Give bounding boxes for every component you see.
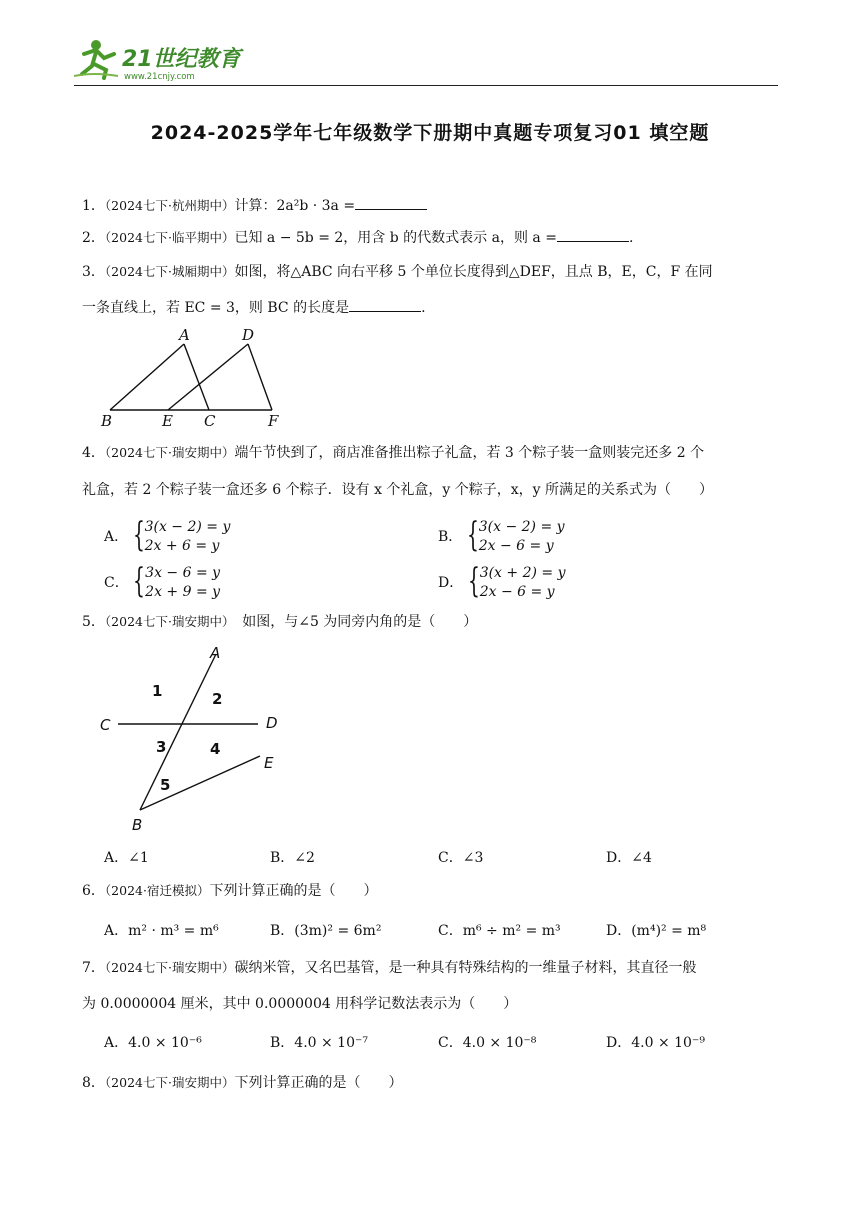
equation-system: { 3x − 6 = y 2x + 9 = y <box>133 561 221 601</box>
question-source: （2024七下·瑞安期中） <box>104 1075 235 1090</box>
question-8 <box>82 1073 402 1093</box>
option-a[interactable]: A．4.0 × 10⁻⁶ <box>104 1035 202 1051</box>
point-label-a: A <box>210 644 221 662</box>
question-source: （2024七下·城厢期中） <box>104 264 235 279</box>
question-5 <box>82 612 477 632</box>
equation: 3(x + 2) = y <box>479 565 566 581</box>
option-c[interactable]: C．∠3 <box>438 850 484 866</box>
question-source: （2024·宿迁模拟） <box>104 883 210 898</box>
question-end: . <box>421 300 426 316</box>
question-source: （2024七下·杭州期中） <box>104 198 235 213</box>
option-b[interactable]: B．∠2 <box>270 850 315 866</box>
question-number: 2． <box>82 230 105 246</box>
point-label-f: F <box>268 412 279 430</box>
point-label-a: A <box>179 326 190 344</box>
question-6 <box>82 881 377 901</box>
page-title: 2024-2025学年七年级数学下册期中真题专项复习01 填空题 <box>150 122 710 144</box>
equation: 2x − 6 = y <box>478 538 554 554</box>
option-b[interactable]: B．4.0 × 10⁻⁷ <box>270 1035 368 1051</box>
question-text: 计算：2a²b · 3a = <box>234 198 356 214</box>
question-7 <box>82 958 696 978</box>
figure-angles <box>96 640 296 836</box>
answer-blank[interactable] <box>349 298 421 312</box>
option-c[interactable] <box>104 561 221 602</box>
question-source: （2024七下·瑞安期中） <box>104 614 229 629</box>
option-a[interactable]: A．m² · m³ = m⁶ <box>104 923 219 939</box>
question-text: 端午节快到了，商店准备推出粽子礼盒，若 3 个粽子装一盒则装完还多 2 个 <box>234 445 705 461</box>
question-number: 8． <box>82 1075 105 1091</box>
question-7-line-2 <box>82 994 517 1014</box>
logo-text: 21世纪教育 <box>122 47 241 72</box>
question-2 <box>82 228 633 248</box>
question-text: 已知 a − 5b = 2，用含 b 的代数式表示 a，则 a = <box>234 230 557 246</box>
angle-label-2: 2 <box>212 690 223 708</box>
question-number: 5． <box>82 614 105 630</box>
question-text: 下列计算正确的是（ ） <box>234 1075 403 1091</box>
angle-label-3: 3 <box>156 738 167 756</box>
option-d[interactable] <box>438 561 566 602</box>
equation: 3(x − 2) = y <box>478 519 565 535</box>
question-number: 1． <box>82 198 105 214</box>
point-label-b: B <box>132 816 143 834</box>
site-logo <box>74 36 244 82</box>
question-number: 6． <box>82 883 105 899</box>
point-label-b: B <box>101 412 113 430</box>
equation: 3(x − 2) = y <box>144 519 231 535</box>
question-text: 下列计算正确的是（ ） <box>209 883 378 899</box>
angle-label-4: 4 <box>210 740 221 758</box>
equation: 3x − 6 = y <box>145 565 221 581</box>
question-text: 如图，将△ABC 向右平移 5 个单位长度得到△DEF，且点 B，E，C，F 在同 <box>234 264 713 280</box>
option-d[interactable]: D．4.0 × 10⁻⁹ <box>606 1035 705 1051</box>
question-text: 如图，与∠5 为同旁内角的是（ ） <box>228 614 478 630</box>
option-d[interactable]: D．∠4 <box>606 850 652 866</box>
question-number: 4． <box>82 445 105 461</box>
option-a[interactable] <box>104 515 231 556</box>
option-c[interactable]: C．m⁶ ÷ m² = m³ <box>438 923 561 939</box>
runner-logo-icon <box>74 36 244 82</box>
question-4 <box>82 443 704 463</box>
question-number: 3． <box>82 264 105 280</box>
question-text: 礼盒，若 2 个粽子装一盒还多 6 个粽子．设有 x 个礼盒，y 个粽子，x，y 所满足的关系式为（ ） <box>82 482 714 498</box>
option-label: B． <box>438 529 463 545</box>
logo-url: www.21cnjy.com <box>124 72 195 82</box>
equation-system: { 3(x − 2) = y 2x − 6 = y <box>466 515 565 555</box>
option-label: C． <box>104 575 129 591</box>
question-text: 为 0.0000004 厘米，其中 0.0000004 用科学记数法表示为（ ） <box>82 996 518 1012</box>
point-label-c: C <box>100 716 111 734</box>
answer-blank[interactable] <box>355 196 427 210</box>
header-rule <box>74 85 778 86</box>
point-label-e: E <box>162 412 173 430</box>
answer-blank[interactable] <box>557 228 629 242</box>
figure-translated-triangles <box>96 326 296 430</box>
point-label-d: D <box>242 326 255 344</box>
angle-label-1: 1 <box>152 682 163 700</box>
option-a[interactable]: A．∠1 <box>104 850 149 866</box>
point-label-e: E <box>264 754 274 772</box>
equation-system: { 3(x + 2) = y 2x − 6 = y <box>467 561 566 601</box>
question-3-line-2 <box>82 298 426 318</box>
equation: 2x + 9 = y <box>145 584 221 600</box>
equation: 2x − 6 = y <box>479 584 555 600</box>
equation-system: { 3(x − 2) = y 2x + 6 = y <box>132 515 231 555</box>
option-label: A． <box>104 529 129 545</box>
question-text: 碳纳米管，又名巴基管，是一种具有特殊结构的一维量子材料，其直径一般 <box>234 960 697 976</box>
point-label-c: C <box>204 412 216 430</box>
question-4-line-2 <box>82 480 713 500</box>
question-number: 7． <box>82 960 105 976</box>
question-1 <box>82 196 427 216</box>
option-b[interactable]: B．(3m)² = 6m² <box>270 923 382 939</box>
option-c[interactable]: C．4.0 × 10⁻⁸ <box>438 1035 537 1051</box>
equation: 2x + 6 = y <box>144 538 220 554</box>
question-3 <box>82 262 713 282</box>
question-source: （2024七下·瑞安期中） <box>104 960 235 975</box>
option-label: D． <box>438 575 464 591</box>
question-text: 一条直线上，若 EC = 3，则 BC 的长度是 <box>82 300 350 316</box>
question-source: （2024七下·瑞安期中） <box>104 445 235 460</box>
angle-label-5: 5 <box>160 776 171 794</box>
point-label-d: D <box>266 714 278 732</box>
question-end: . <box>628 230 634 246</box>
question-source: （2024七下·临平期中） <box>104 230 235 245</box>
option-b[interactable] <box>438 515 565 556</box>
option-d[interactable]: D．(m⁴)² = m⁸ <box>606 923 707 939</box>
